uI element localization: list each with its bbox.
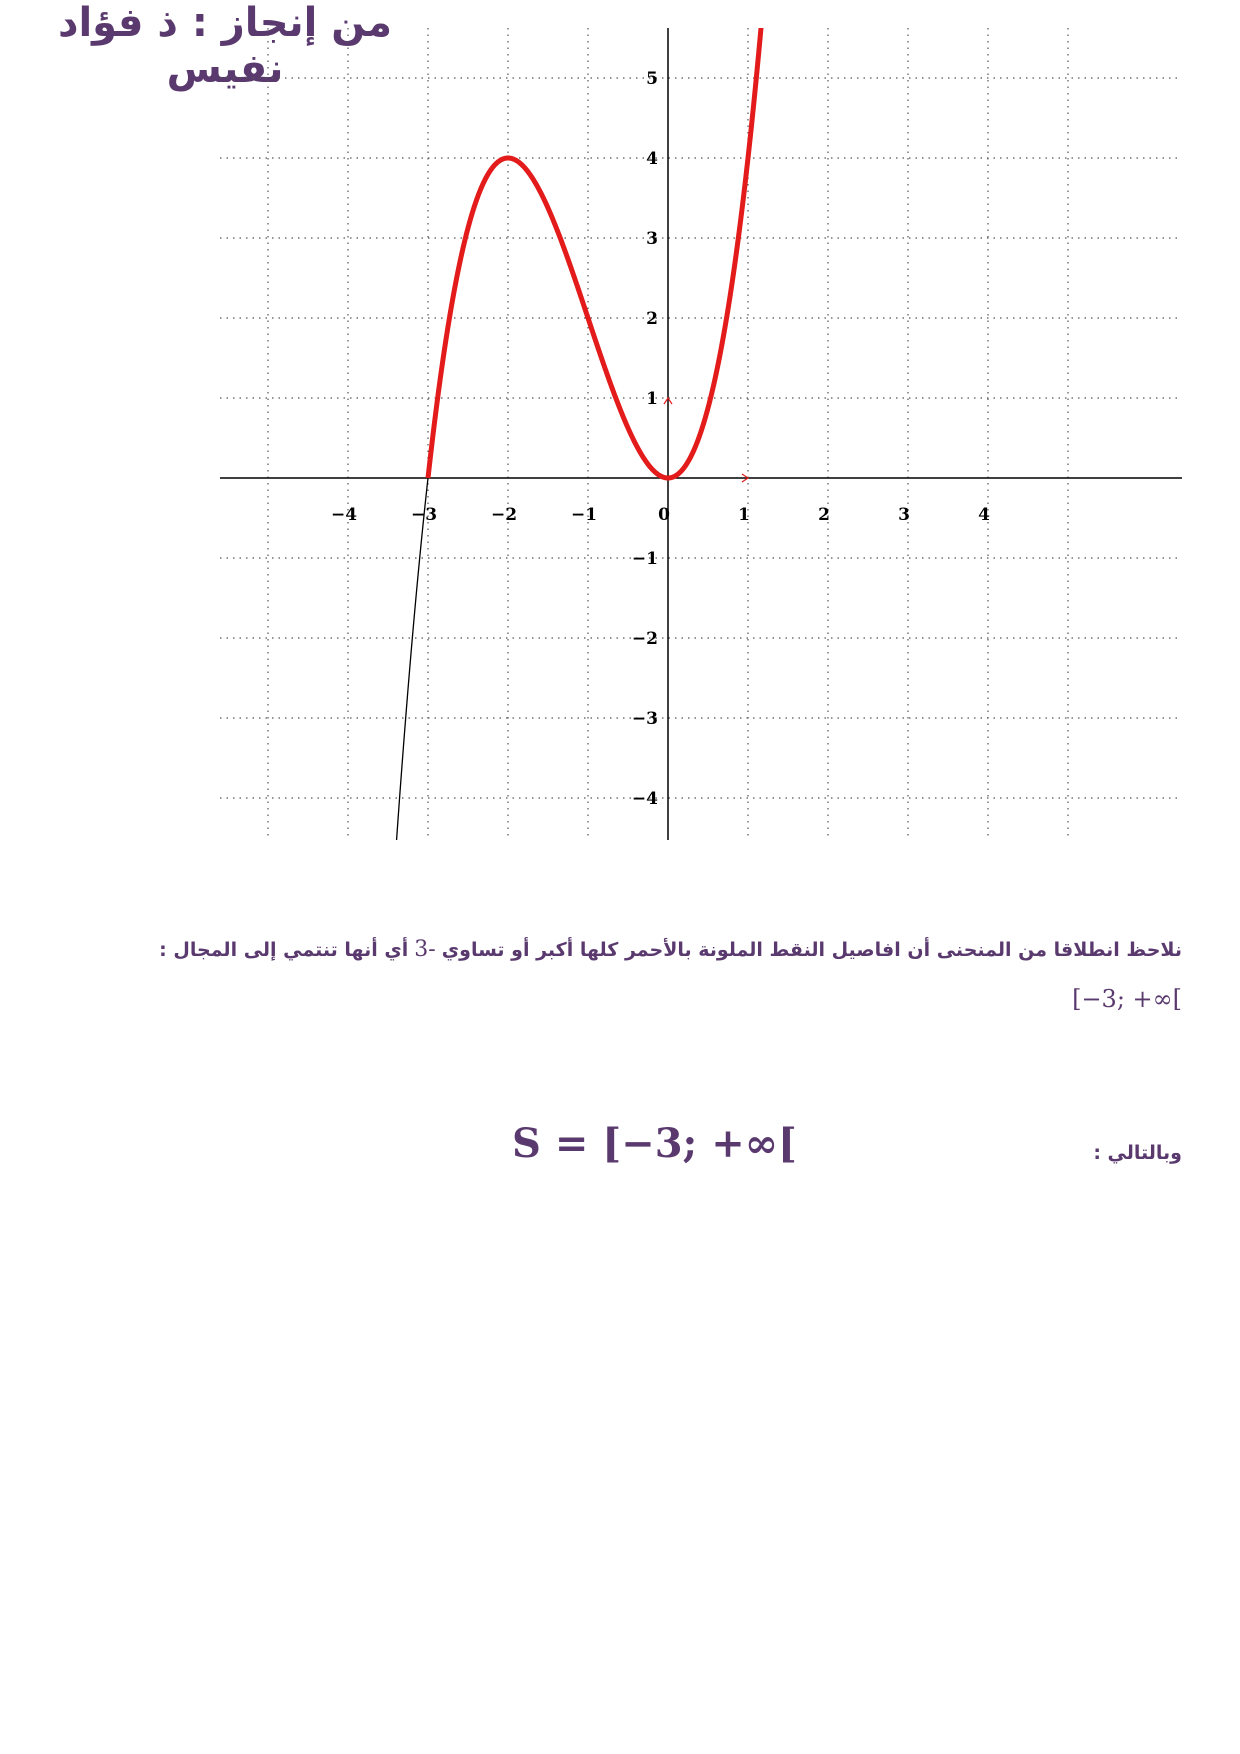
y-tick-label: 4 [646,149,658,169]
y-tick-label: 3 [646,229,658,249]
observation-part2: أي أنها تنتمي إلى المجال : [159,939,409,961]
solution-set: S = [−3; +∞[ [512,1120,797,1167]
x-tick-labels [331,505,990,525]
y-tick-label: −3 [631,709,658,729]
y-tick-label: −4 [631,789,658,809]
x-tick-label: 4 [978,505,990,525]
x-tick-label: −3 [410,505,438,525]
y-tick-label: 5 [646,69,658,89]
x-tick-label: 0 [658,505,670,525]
y-tick-label: −2 [631,629,658,649]
y-tick-label: −1 [631,549,658,569]
x-tick-label: 2 [818,505,830,525]
x-tick-label: 3 [898,505,910,525]
x-tick-label: 1 [738,505,750,525]
curve-left-branch [394,478,428,840]
observation-number: -3 [414,937,436,962]
y-tick-label: 2 [646,309,658,329]
curve-highlighted-branch [428,28,764,478]
x-tick-label: −4 [330,505,358,525]
observation-text [42,937,1182,962]
interval-expression: [−3; +∞[ [1072,985,1182,1013]
y-tick-label: 1 [646,389,658,409]
observation-part1: نلاحظ انطلاقا من المنحنى أن افاصيل النقط الملونة بالأحمر كلها أكبر أو تساوي [441,939,1182,961]
x-tick-label: −2 [490,505,518,525]
author-credit: من إنجاز : ذ فؤاد نفيس [57,0,393,92]
x-tick-label: −1 [570,505,598,525]
cubic-function-graph [220,28,1182,840]
therefore-label: وبالتالي : [1093,1142,1182,1164]
